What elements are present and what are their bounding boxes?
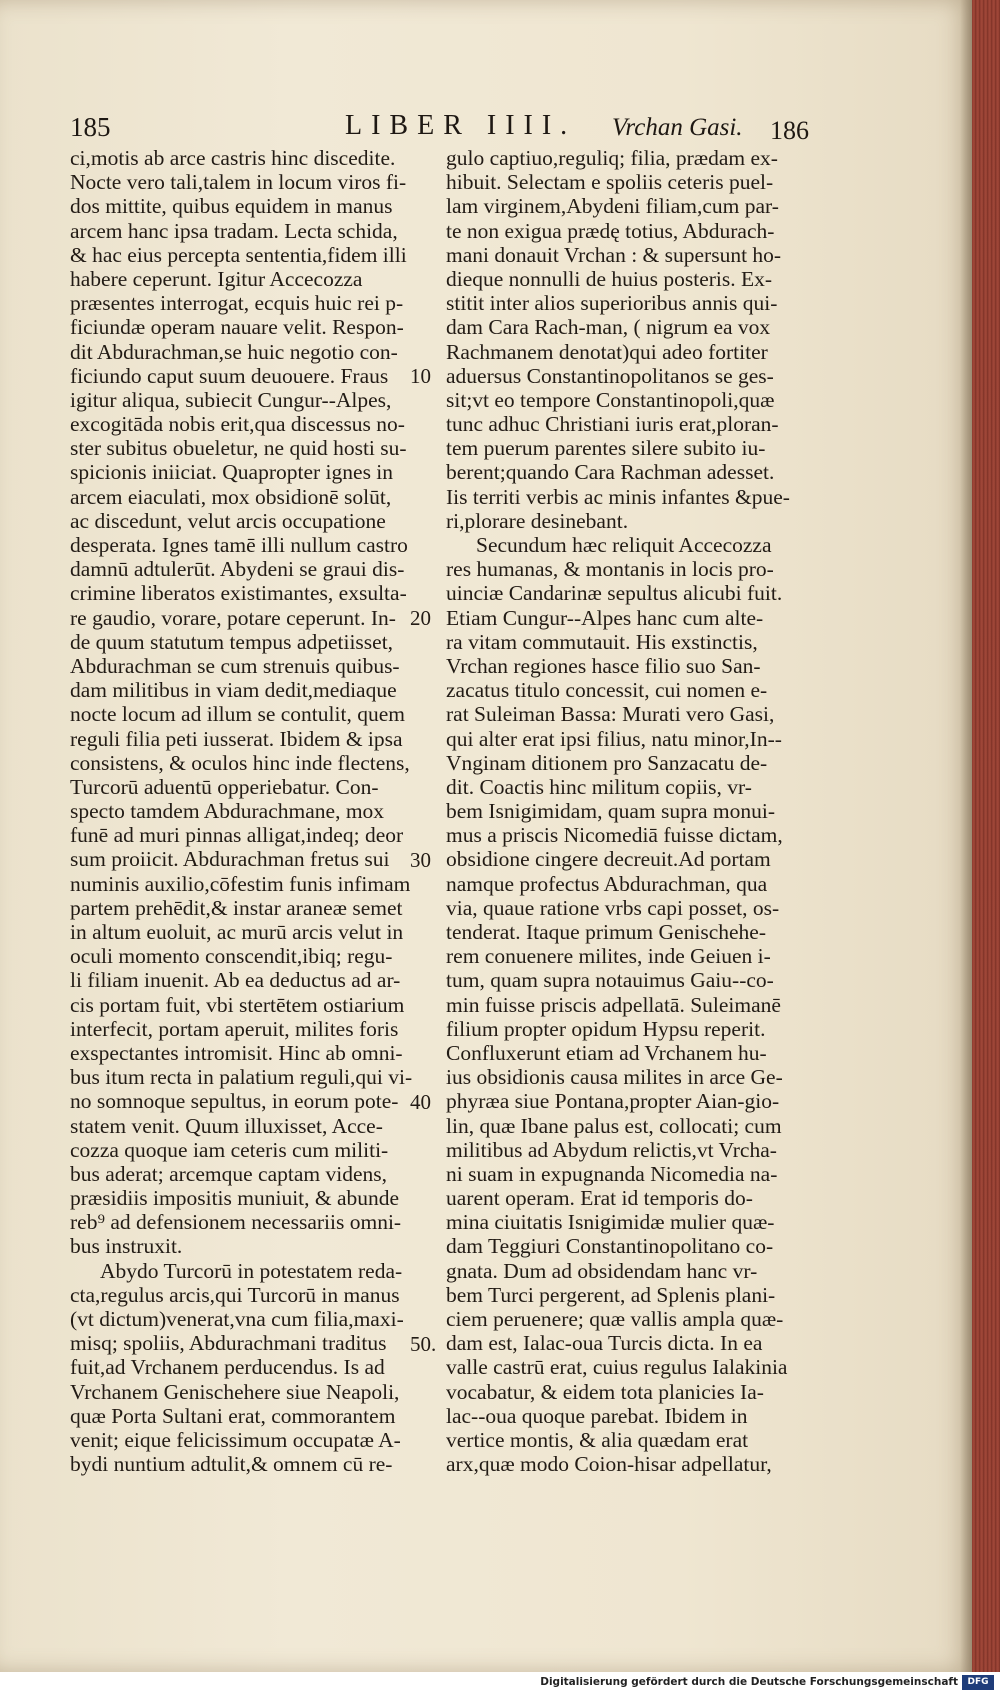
text-line: tunc adhuc Christiani iuris erat,ploran- (446, 412, 779, 437)
text-column-right (446, 146, 802, 1476)
text-line: reb⁹ ad defensionem necessariis omni- (70, 1210, 402, 1235)
text-line: dam Teggiuri Constantinopolitano co- (446, 1234, 774, 1259)
text-line: gnata. Dum ad obsidendam hanc vr- (446, 1258, 758, 1283)
text-line: nocte locum ad illum se contulit, quem (70, 702, 405, 727)
page-number-right: 186 (770, 116, 809, 145)
text-line: dam Cara Rach-man, ( nigrum ea vox (446, 315, 771, 340)
text-line: cozza quoque iam ceteris cum militi- (70, 1137, 389, 1162)
text-line: zacatus titulo concessit, cui nomen e- (446, 678, 768, 703)
text-line: Turcorū aduentū opperiebatur. Con- (70, 774, 379, 799)
text-line: tum, quam supra notauimus Gaiu--co- (446, 968, 774, 993)
line-number: 40 (410, 1089, 431, 1114)
text-line: dieque nonnulli de huius posteris. Ex- (446, 266, 773, 291)
text-line: præsidiis impositis muniuit, & abunde (70, 1186, 400, 1211)
text-column-left (70, 146, 413, 1477)
text-line: ra vitam commutauit. His exstinctis, (446, 629, 758, 654)
text-line: Vnginam ditionem pro Sanzacatu de- (446, 750, 768, 775)
text-line: li filiam inuenit. Ab ea deductus ad ar- (70, 968, 401, 993)
text-line: min fuisse priscis adpellatā. Suleimanē (446, 992, 781, 1017)
text-line: ster subitus obueletur, ne quid hosti su- (70, 436, 407, 461)
text-line: ri,plorare desinebant. (446, 508, 629, 533)
text-line: lam virginem,Abydeni filiam,cum par- (446, 194, 779, 219)
text-line: numinis auxilio,cōfestim funis infimam (70, 871, 411, 896)
line-number: 20 (410, 605, 431, 630)
text-line: rat Suleiman Bassa: Murati vero Gasi, (446, 702, 775, 727)
text-line: valle castrū erat, cuius regulus Ialakinia (446, 1355, 788, 1380)
text-line: quæ Porta Sultani erat, commorantem (70, 1403, 396, 1428)
text-line: uinciæ Candarinæ sepultus alicubi fuit. (446, 581, 783, 606)
text-line: phyræa siue Pontana,propter Aian-gio- (446, 1089, 780, 1114)
text-line: rem conuenere milites, inde Geiuen i- (446, 944, 771, 969)
text-line: damnū adtulerūt. Abydeni se graui dis- (70, 557, 405, 582)
text-line: te non exigua prædę totius, Abdurach- (446, 218, 775, 243)
text-line: ci,motis ab arce castris hinc discedite. (70, 146, 396, 170)
text-line: venit; eique felicissimum occupatæ A- (70, 1427, 401, 1452)
text-line: namque profectus Abdurachman, qua (446, 871, 768, 896)
text-line: in altum euoluit, ac murū arcis velut in (70, 920, 404, 944)
text-line: Confluxerunt etiam ad Vrchanem hu- (446, 1040, 767, 1065)
text-line: sit;vt eo tempore Constantinopoli,quæ (446, 387, 775, 412)
text-line: dit. Coactis hinc militum copiis, vr- (446, 774, 752, 799)
text-line: fuit,ad Vrchanem perducendus. Is ad (70, 1355, 385, 1380)
text-line: funē ad muri pinnas alligat,indeq; deor (70, 823, 404, 848)
text-line: crimine liberatos existimantes, exsulta- (70, 581, 407, 606)
text-line: Vrchanem Genischehere siue Neapoli, (70, 1379, 400, 1404)
text-line: vocabatur, & eidem tota planicies Ia- (446, 1379, 764, 1404)
text-line: Vrchan regiones hasce filio suo San- (446, 653, 761, 678)
text-line: bus aderat; arcemque captam videns, (70, 1161, 387, 1186)
dfg-logo: DFG (962, 1675, 994, 1690)
text-line: arx,quæ modo Coion-hisar adpellatur, (446, 1452, 772, 1477)
text-line: aduersus Constantinopolitanos se ges- (446, 363, 774, 388)
text-line: Abdurachman se cum strenuis quibus- (70, 653, 400, 678)
text-line: misq; spoliis, Abdurachmani traditus (70, 1331, 387, 1356)
text-line: uarent operam. Erat id temporis do- (446, 1186, 753, 1211)
text-line: cis portam fuit, vbi stertētem ostiarium (70, 992, 405, 1017)
text-line: habere ceperunt. Igitur Accecozza (70, 266, 363, 291)
digitization-footer (0, 1672, 1000, 1693)
line-number: 30 (410, 847, 431, 872)
text-line: arcem hanc ipsa tradam. Lecta schida, (70, 218, 398, 243)
text-line: mus a priscis Nicomediā fuisse dictam, (446, 823, 783, 848)
text-line: via, quaue ratione vrbs capi posset, os- (446, 895, 780, 920)
text-line: & hac eius percepta sententia,fidem illi (70, 242, 407, 267)
text-line: mani donauit Vrchan : & supersunt ho- (446, 242, 782, 267)
text-line: res humanas, & montanis in locis pro- (446, 557, 774, 582)
text-line: dos mittite, quibus equidem in manus (70, 194, 393, 219)
text-line: oculi momento conscendit,ibiq; regu- (70, 944, 393, 969)
text-line: Abydo Turcorū in potestatem reda- (100, 1258, 403, 1283)
text-line: Iis territi verbis ac minis infantes &pue- (446, 484, 790, 509)
text-line: dam militibus in viam dedit,mediaque (70, 678, 397, 703)
text-line: cta,regulus arcis,qui Turcorū in manus (70, 1282, 400, 1307)
text-line: exspectantes intromisit. Hinc ab omni- (70, 1040, 403, 1065)
text-line: qui alter erat ipsi filius, natu minor,In-- (446, 726, 782, 751)
page-header (0, 104, 972, 144)
text-line: spicionis iniiciat. Quapropter ignes in (70, 460, 394, 485)
text-line: bem Turci pergerent, ad Splenis plani- (446, 1282, 776, 1307)
text-line: militibus ad Abydum relictis,vt Vrcha- (446, 1137, 777, 1162)
text-line: desperata. Ignes tamē illi nullum castro (70, 533, 408, 557)
text-line: tenderat. Itaque primum Genischehe- (446, 920, 766, 944)
text-line: ius obsidionis causa milites in arce Ge- (446, 1065, 783, 1090)
text-line: ficiundo caput suum deuouere. Fraus (70, 363, 389, 388)
line-number: 10 (410, 363, 431, 388)
text-line: præsentes interrogat, ecquis huic rei p- (70, 291, 404, 316)
text-line: sum proiicit. Abdurachman fretus sui (70, 847, 390, 872)
text-line: Secundum hæc reliquit Accecozza (476, 533, 772, 557)
text-line: obsidione cingere decreuit.Ad portam (446, 847, 771, 872)
text-line: (vt dictum)venerat,vna cum filia,maxi- (70, 1307, 404, 1331)
text-line: berent;quando Cara Rachman adesset. (446, 460, 775, 485)
text-line: no somnoque sepultus, in eorum pote- (70, 1089, 399, 1114)
text-line: mina ciuitatis Isnigimidæ mulier quæ- (446, 1210, 775, 1235)
text-line: dit Abdurachman,se huic negotio con- (70, 339, 398, 364)
text-line: consistens, & oculos hinc inde flectens, (70, 750, 410, 775)
text-line: partem prehēdit,& instar araneæ semet (70, 895, 403, 920)
text-line: interfecit, portam aperuit, milites foris (70, 1016, 399, 1041)
line-number: 50. (410, 1331, 437, 1356)
footer-credit: Digitalisierung gefördert durch die Deutsche Forschungsgemeinschaft (540, 1676, 958, 1688)
page-number-left: 185 (70, 112, 111, 142)
text-line: gulo captiuo,reguliq; filia, prædam ex- (446, 146, 778, 170)
text-line: specto tamdem Abdurachmane, mox (70, 799, 385, 824)
text-line: dam est, Ialac-oua Turcis dicta. In ea (446, 1331, 763, 1356)
text-line: lac--oua quoque parebat. Ibidem in (446, 1403, 748, 1428)
text-line: ficiundæ operam nauare velit. Respon- (70, 315, 404, 340)
book-edge (972, 0, 1000, 1672)
text-line: statem venit. Quum illuxisset, Acce- (70, 1113, 383, 1138)
text-line: filium propter opidum Hypsu reperit. (446, 1016, 766, 1041)
text-line: ac discedunt, velut arcis occupatione (70, 508, 386, 533)
text-line: Etiam Cungur--Alpes hanc cum alte- (446, 605, 764, 630)
text-line: reguli filia peti iusserat. Ibidem & ipsa (70, 726, 403, 751)
text-line: bem Isnigimidam, quam supra monui- (446, 799, 776, 824)
text-line: stitit inter alios superioribus annis qui- (446, 291, 778, 316)
text-line: bydi nuntium adtulit,& omnem cū re- (70, 1452, 393, 1477)
text-line: Nocte vero tali,talem in locum viros fi- (70, 170, 407, 195)
text-line: ciem peruenere; quæ vallis ampla quæ- (446, 1307, 784, 1331)
text-line: excogitāda nobis erit,qua discessus no- (70, 412, 405, 437)
text-line: de quum statutum tempus adpetiisset, (70, 629, 394, 654)
text-line: igitur aliqua, subiecit Cungur--Alpes, (70, 387, 392, 412)
text-line: arcem eiaculati, mox obsidionē solūt, (70, 484, 392, 509)
text-line: re gaudio, vorare, potare ceperunt. In- (70, 605, 396, 630)
text-line: bus instruxit. (70, 1234, 183, 1259)
running-subtitle: Vrchan Gasi. (612, 114, 743, 141)
text-line: bus itum recta in palatium reguli,qui vi- (70, 1065, 413, 1090)
text-line: lin, quæ Ibane palus est, collocati; cum (446, 1113, 782, 1138)
text-line: tem puerum parentes silere subito iu- (446, 436, 766, 461)
text-line: vertice montis, & alia quædam erat (446, 1427, 749, 1452)
running-title: LIBER IIII. (345, 110, 577, 141)
text-line: ni suam in expugnanda Nicomedia na- (446, 1161, 778, 1186)
text-line: Rachmanem denotat)qui adeo fortiter (446, 339, 768, 364)
text-line: hibuit. Selectam e spoliis ceteris puel- (446, 170, 774, 195)
